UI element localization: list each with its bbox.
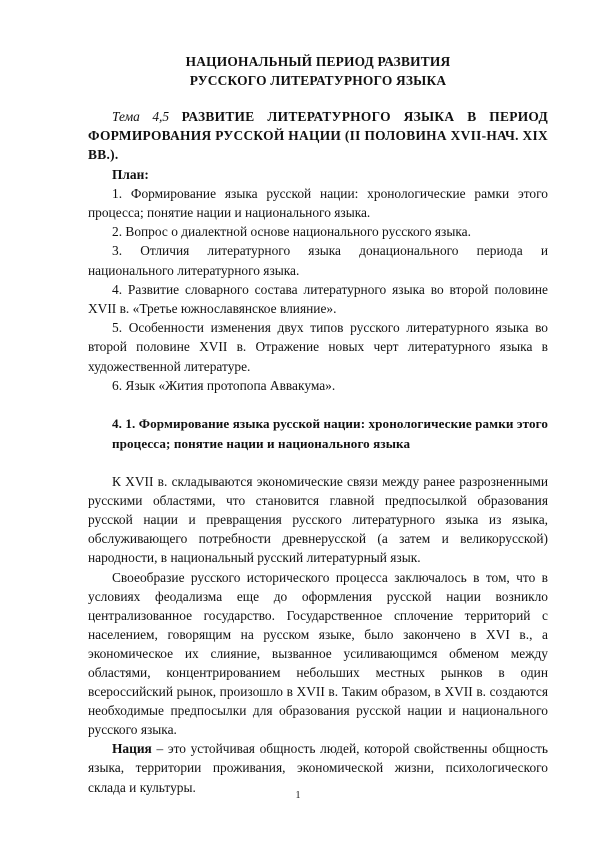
plan-item-5: 5. Особенности изменения двух типов русского литературного языка во второй половине XVII в. Отражение новых черт литературного языка в художественной литературе. (88, 320, 548, 374)
nation-term: Нация (112, 741, 152, 757)
plan-item-1: 1. Формирование языка русской нации: хронологические рамки этого процесса; понятие нации и национального языка. (88, 185, 548, 221)
topic-label: Тема 4,5 (112, 109, 170, 124)
plan-item-2: 2. Вопрос о диалектной основе национального русского языка. (112, 224, 471, 240)
section-heading: 4. 1. Формирование языка русской нации: хронологические рамки этого процесса; понятие нации и национального языка (112, 416, 548, 452)
title-line-1: НАЦИОНАЛЬНЫЙ ПЕРИОД РАЗВИТИЯ (185, 54, 451, 69)
paragraph-1: К XVII в. складываются экономические связи между ранее разрозненными русскими областями, что становится главной предпосылкой образования русской нации и превращения русского литературного языка из языка, обслуживающего потребности древнерусской (а затем и великорусской) народности, в национальный русский литературный язык. (88, 474, 548, 566)
topic-title: РАЗВИТИЕ ЛИТЕРАТУРНОГО ЯЗЫКА В ПЕРИОД ФОРМИРОВАНИЯ РУССКОЙ НАЦИИ (II ПОЛОВИНА XVII-НАЧ. XIX ВВ.). (88, 109, 548, 163)
paragraph-2: Своеобразие русского исторического процесса заключалось в том, что в условиях феодализма еще до оформления русской нации возникло централизованное государство. Государственное сплочение территорий с населением, говорящим на русском языке, было закончено в XVI в., а экономическое их слияние, вызванное усиливающимся обменом между областями, концентрированием небольших местных рынков в один всероссийский рынок, произошло в XVII в. Таким образом, в XVII в. создаются необходимые предпосылки для образования русской нации и национального русского языка. (88, 569, 548, 738)
body-text (88, 472, 548, 797)
title-line-2: РУССКОГО ЛИТЕРАТУРНОГО ЯЗЫКА (189, 73, 447, 88)
plan-list (88, 184, 548, 395)
page-number: 1 (295, 790, 301, 801)
plan-item-3: 3. Отличия литературного языка донационального периода и национального литературного языка. (88, 243, 548, 278)
plan-heading: План: (112, 166, 149, 182)
paragraph-3 (88, 739, 548, 796)
nation-definition: – это устойчивая общность людей, которой свойственны общность языка, территории проживания, экономической жизни, психологического склада и культуры. (88, 741, 548, 795)
plan-item-4: 4. Развитие словарного состава литературного языка во второй половине XVII в. «Третье южнославянское влияние». (88, 281, 548, 317)
plan-item-6: 6. Язык «Жития протопопа Аввакума». (112, 377, 336, 393)
topic-heading (88, 107, 548, 165)
page-title (88, 52, 548, 90)
